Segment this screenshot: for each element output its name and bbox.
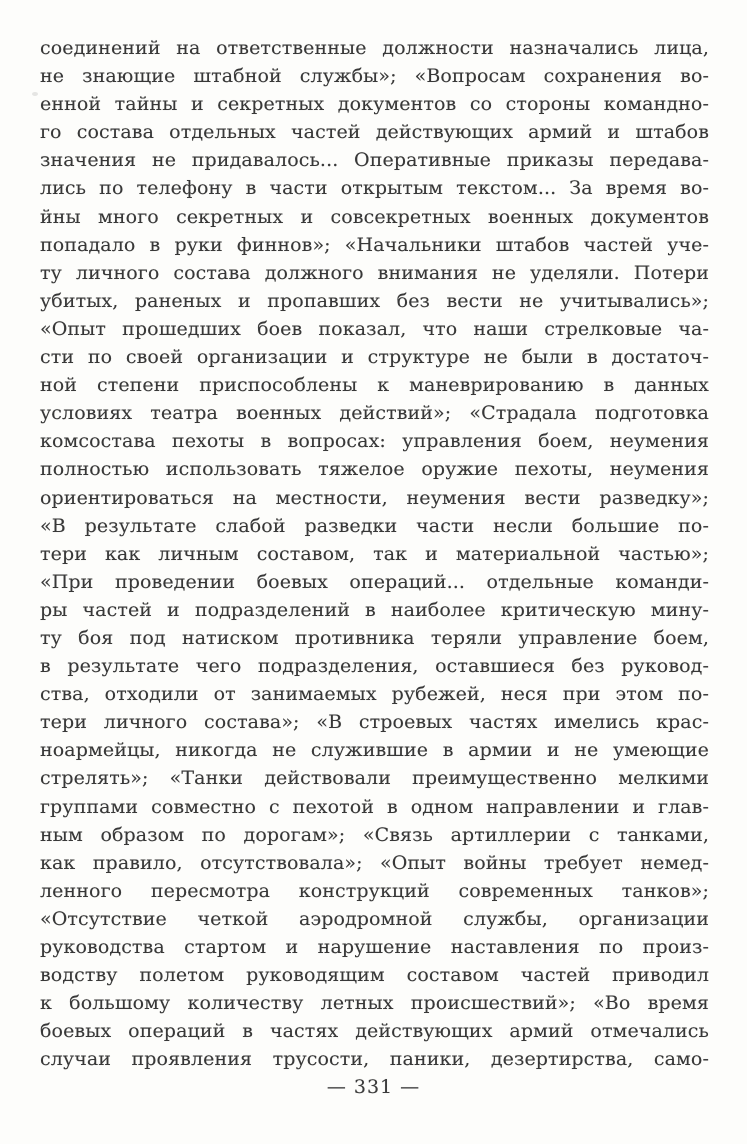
text-line: стрелять»; «Танки действовали преимущественно мелкими [40,767,709,790]
text-line: «Опыт прошедших боев показал, что наши стрелковые ча- [40,317,709,340]
text-line: енной тайны и секретных документов со стороны командно- [40,93,709,116]
text-line: ту личного состава должного внимания не уделяли. Потери [40,261,709,284]
text-line: «При проведении боевых операций... отдельные команди- [40,570,709,593]
text-line: ства, отходили от занимаемых рубежей, неся при этом по- [40,683,709,706]
text-line: лись по телефону в части открытым текстом... За время во- [40,177,709,200]
text-line: сти по своей организации и структуре не были в достаточ- [40,346,709,369]
text-line: тери личного состава»; «В строевых частях имелись крас- [40,711,709,734]
text-line: к большому количеству летных происшествий»; «Во время [40,992,709,1015]
text-line: го состава отдельных частей действующих армий и штабов [40,121,709,144]
text-line: соединений на ответственные должности назначались лица, [40,37,709,59]
text-line: ориентироваться на местности, неумения вести разведку»; [40,486,709,509]
text-line: убитых, раненых и пропавших без вести не учитывались»; [40,289,709,312]
text-line: не знающие штабной службы»; «Вопросам сохранения во- [40,65,709,88]
text-line: полностью использовать тяжелое оружие пехоты, неумения [40,458,709,481]
text-line: случаи проявления трусости, паники, дезертирства, само- [40,1048,709,1071]
text-line: комсостава пехоты в вопросах: управления боем, неумения [40,430,709,453]
text-line: в результате чего подразделения, оставшиеся без руковод- [40,655,709,678]
text-line: йны много секретных и совсекретных военных документов [40,205,709,228]
text-line: руководства стартом и нарушение наставления по произ- [40,936,709,958]
text-line: ры частей и подразделений в наиболее критическую мину- [40,598,709,621]
page-number: — 331 — [326,1076,421,1098]
text-line: ным образом по дорогам»; «Связь артиллерии с танками, [40,823,709,846]
text-line: боевых операций в частях действующих армий отмечались [40,1020,709,1043]
text-line: «В результате слабой разведки части несли большие по- [40,514,709,537]
text-line: условиях театра военных действий»; «Страдала подготовка [40,402,709,425]
text-line: ноармейцы, никогда не служившие в армии и не умеющие [40,739,709,762]
scan-smudge [32,92,38,96]
text-line: как правило, отсутствовала»; «Опыт войны требует немед- [40,851,709,874]
text-line: водству полетом руководящим составом частей приводил [40,964,709,987]
text-line: ленного пересмотра конструкций современных танков»; [40,879,709,902]
text-line: ту боя под натиском противника теряли управление боем, [40,626,709,649]
text-line: тери как личным составом, так и материальной частью»; [40,542,709,565]
text-line: группами совместно с пехотой в одном направлении и глав- [40,795,709,818]
text-line: «Отсутствие четкой аэродромной службы, организации [40,907,709,930]
body-text [40,34,709,1073]
text-line: попадало в руки финнов»; «Начальники штабов частей уче- [40,233,709,256]
text-line: ной степени приспособлены к маневрированию в данных [40,374,709,397]
text-line: значения не придавалось... Оперативные приказы передава- [40,149,709,172]
